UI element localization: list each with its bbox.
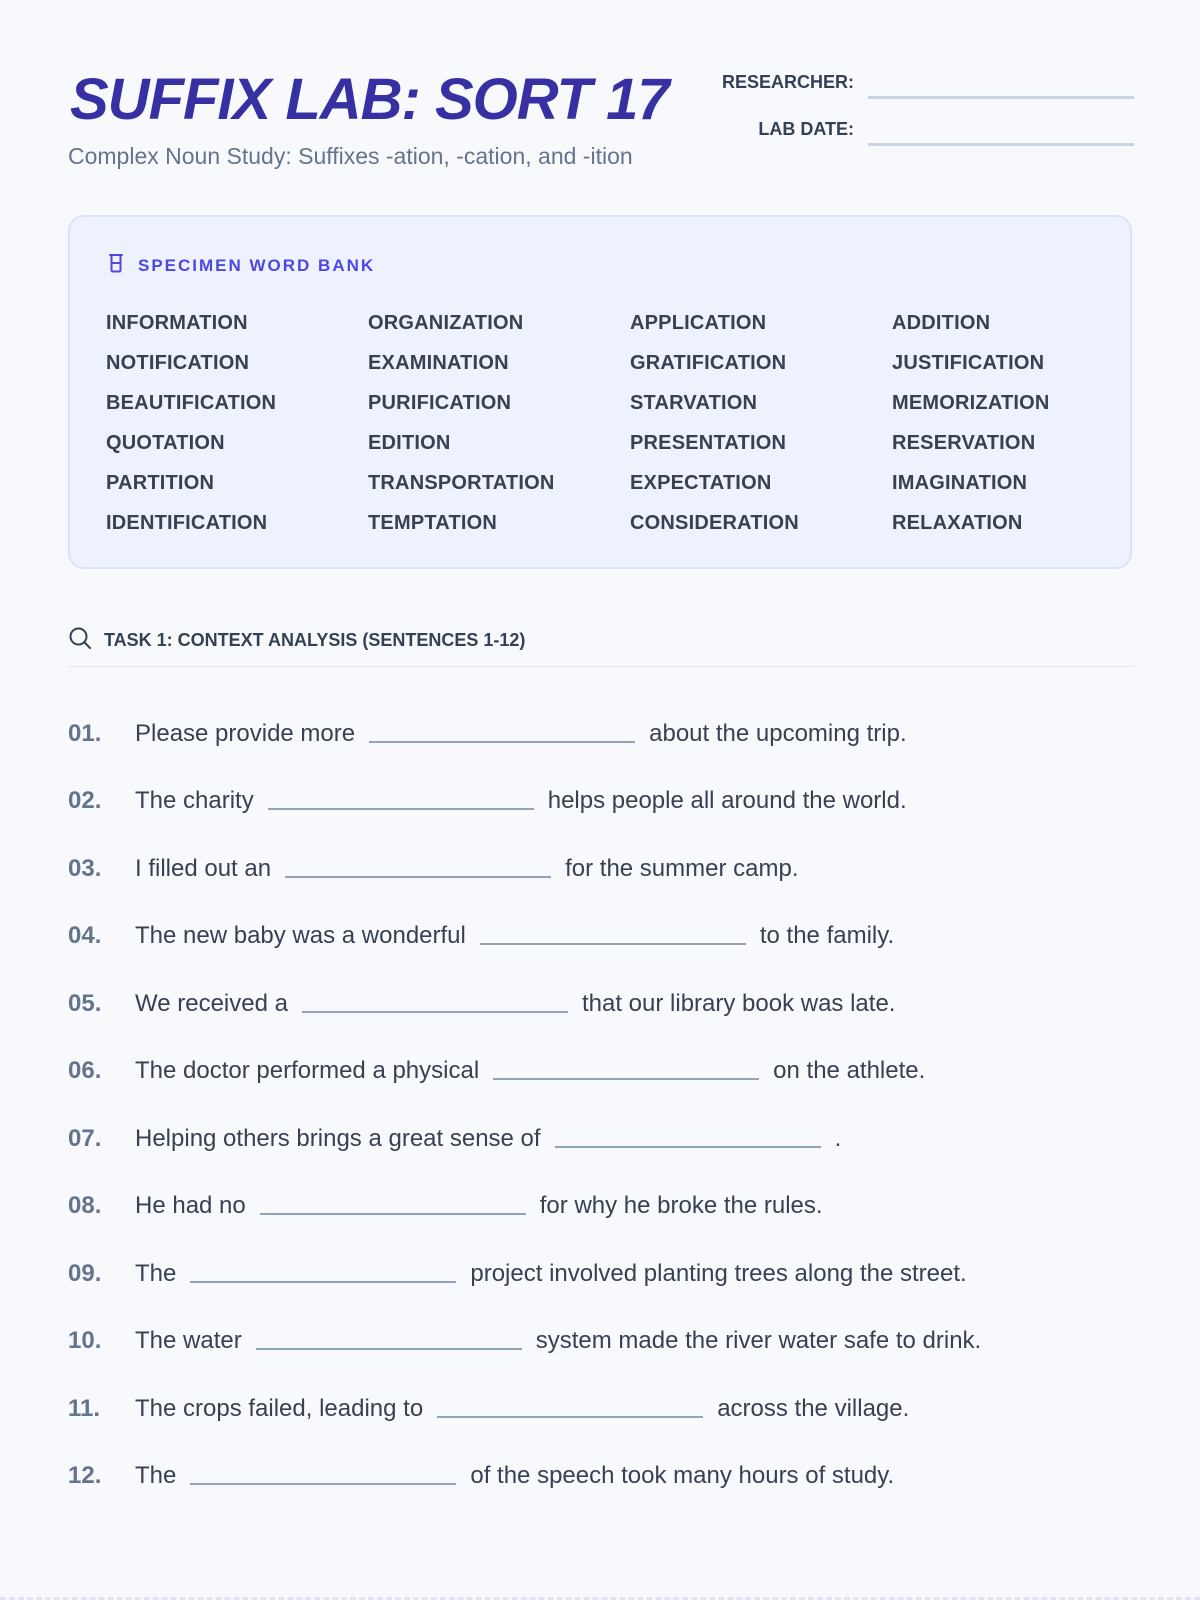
sentence-row	[68, 970, 1134, 1038]
word-bank-item: INFORMATION	[106, 312, 248, 334]
answer-blank[interactable]	[302, 1011, 568, 1013]
sentence-number: 07.	[68, 1124, 102, 1152]
sentence-number: 11.	[68, 1394, 101, 1422]
word-bank-item: BEAUTIFICATION	[106, 392, 277, 414]
sentence-row	[68, 835, 1134, 903]
sentence-number: 10.	[68, 1327, 102, 1355]
lab-date-field[interactable]	[868, 143, 1134, 146]
word-bank-item: RESERVATION	[892, 432, 1036, 454]
word-bank-item: TEMPTATION	[368, 512, 498, 534]
word-bank-item: CONSIDERATION	[630, 512, 799, 534]
word-bank-item: PARTITION	[106, 472, 215, 494]
sentence-text-before: The new baby was a wonderful	[135, 922, 466, 950]
sentence-row	[68, 1173, 1134, 1241]
sentence-row	[68, 1038, 1134, 1106]
answer-blank[interactable]	[256, 1348, 522, 1350]
sentence-row	[68, 1105, 1134, 1173]
sentence-text-before: The crops failed, leading to	[135, 1394, 424, 1422]
sentence-row	[68, 903, 1134, 971]
sentence-row	[68, 1443, 1134, 1511]
sentence-number: 01.	[68, 719, 102, 747]
word-bank-item: EXAMINATION	[368, 352, 509, 374]
sentence-text-after: for the summer camp.	[565, 854, 799, 882]
researcher-label: RESEARCHER:	[721, 72, 854, 92]
sentence-text-before: Please provide more	[135, 719, 356, 747]
sentence-text-before: The charity	[135, 787, 254, 815]
word-bank-item: STARVATION	[630, 392, 758, 414]
sentence-row	[68, 1308, 1134, 1376]
word-bank-item: IDENTIFICATION	[106, 512, 268, 534]
word-bank-item: NOTIFICATION	[106, 352, 250, 374]
answer-blank[interactable]	[260, 1213, 526, 1215]
sentence-text-before: The	[135, 1462, 177, 1490]
answer-blank[interactable]	[437, 1416, 703, 1418]
answer-blank[interactable]	[268, 808, 534, 810]
answer-blank[interactable]	[190, 1483, 456, 1485]
word-bank-item: EXPECTATION	[630, 472, 772, 494]
sentence-text-after: of the speech took many hours of study.	[470, 1462, 895, 1490]
answer-blank[interactable]	[555, 1146, 821, 1148]
word-bank-item: ORGANIZATION	[368, 312, 524, 334]
sentence-number: 05.	[68, 989, 102, 1017]
sentence-text-after: .	[834, 1124, 842, 1152]
answer-blank[interactable]	[493, 1078, 759, 1080]
sentence-number: 04.	[68, 922, 102, 950]
page-subtitle: Complex Noun Study: Suffixes -ation, -cation, and -ition	[68, 143, 633, 169]
word-bank-item: PRESENTATION	[630, 432, 787, 454]
sentence-text-before: Helping others brings a great sense of	[135, 1124, 541, 1152]
sentence-text-after: across the village.	[717, 1394, 910, 1422]
sentence-row	[68, 700, 1134, 768]
answer-blank[interactable]	[480, 943, 746, 945]
sentence-text-before: I filled out an	[135, 854, 272, 882]
sentence-text-after: system made the river water safe to drink.	[535, 1327, 982, 1355]
task-title: TASK 1: CONTEXT ANALYSIS (SENTENCES 1-12)	[104, 630, 526, 650]
lab-date-label: LAB DATE:	[758, 119, 854, 139]
sentence-text-before: He had no	[135, 1192, 246, 1220]
sentence-row	[68, 1240, 1134, 1308]
sentence-text-before: The	[135, 1259, 177, 1287]
answer-blank[interactable]	[190, 1281, 456, 1283]
word-bank	[68, 215, 1132, 569]
word-bank-grid	[106, 303, 1092, 543]
researcher-field[interactable]	[868, 96, 1134, 99]
sentence-text-after: about the upcoming trip.	[649, 719, 907, 747]
word-bank-item: GRATIFICATION	[630, 352, 787, 374]
sentence-number: 03.	[68, 854, 102, 882]
sentence-number: 06.	[68, 1057, 102, 1085]
sentence-text-after: on the athlete.	[773, 1057, 926, 1085]
divider	[68, 666, 1134, 667]
sentence-text-after: helps people all around the world.	[547, 787, 907, 815]
sentence-number: 09.	[68, 1259, 102, 1287]
word-bank-item: EDITION	[368, 432, 451, 454]
word-bank-title: SPECIMEN WORD BANK	[138, 255, 376, 275]
page-title: SUFFIX LAB: SORT 17	[70, 67, 669, 132]
search-icon	[68, 626, 92, 655]
task-header	[68, 626, 525, 655]
word-bank-item: RELAXATION	[892, 512, 1023, 534]
sentence-number: 12.	[68, 1462, 102, 1490]
word-bank-item: QUOTATION	[106, 432, 225, 454]
sentence-number: 02.	[68, 787, 102, 815]
sentence-text-before: The doctor performed a physical	[135, 1057, 480, 1085]
word-bank-item: MEMORIZATION	[892, 392, 1050, 414]
sentence-list	[68, 700, 1134, 1510]
sentence-text-after: project involved planting trees along the street.	[470, 1259, 967, 1287]
sentence-text-before: We received a	[135, 989, 288, 1017]
word-bank-item: APPLICATION	[630, 312, 767, 334]
word-bank-item: IMAGINATION	[892, 472, 1028, 494]
word-bank-item: ADDITION	[892, 312, 991, 334]
sentence-row	[68, 1375, 1134, 1443]
beaker-icon	[108, 253, 124, 278]
word-bank-item: TRANSPORTATION	[368, 472, 555, 494]
sentence-number: 08.	[68, 1192, 102, 1220]
answer-blank[interactable]	[369, 741, 635, 743]
word-bank-item: PURIFICATION	[368, 392, 512, 414]
sentence-text-after: for why he broke the rules.	[539, 1192, 823, 1220]
word-bank-header	[108, 253, 375, 278]
sentence-text-after: to the family.	[759, 922, 895, 950]
word-bank-item: JUSTIFICATION	[892, 352, 1045, 374]
sentence-row	[68, 768, 1134, 836]
sentence-text-after: that our library book was late.	[581, 989, 896, 1017]
answer-blank[interactable]	[285, 876, 551, 878]
sentence-text-before: The water	[135, 1327, 242, 1355]
